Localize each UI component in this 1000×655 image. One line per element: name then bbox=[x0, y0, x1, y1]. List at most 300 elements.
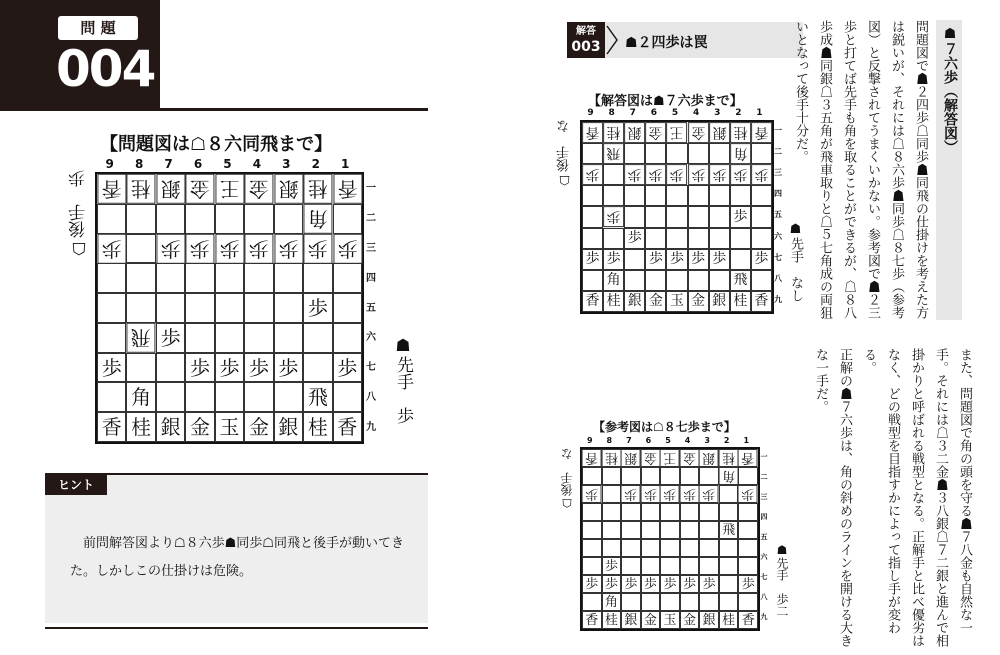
gote-piece: 歩 bbox=[585, 486, 599, 502]
gote-piece: 歩 bbox=[160, 236, 181, 261]
board-cell bbox=[582, 249, 603, 270]
gote-piece: 歩 bbox=[691, 166, 706, 183]
board-cell bbox=[666, 164, 687, 185]
gote-piece: 金 bbox=[190, 176, 211, 201]
board-cell bbox=[719, 611, 739, 629]
sente-piece: 飛 bbox=[733, 272, 748, 289]
gote-piece: 香 bbox=[101, 176, 122, 201]
board-cell bbox=[126, 293, 155, 323]
board-cell bbox=[666, 206, 687, 227]
board-cell bbox=[126, 382, 155, 412]
board-cell bbox=[185, 412, 214, 442]
board-cell bbox=[645, 228, 666, 249]
gote-piece: 歩 bbox=[627, 166, 642, 183]
board-cell bbox=[303, 263, 332, 293]
board-cell bbox=[730, 249, 751, 270]
sente-piece: 歩 bbox=[663, 576, 677, 592]
sente-piece: 歩 bbox=[741, 576, 755, 592]
problem-sente-hand: ☗先手 歩 bbox=[393, 336, 413, 424]
gote-piece: 歩 bbox=[337, 236, 358, 261]
sente-piece: 歩 bbox=[160, 325, 181, 350]
board-cell bbox=[709, 270, 730, 291]
sente-piece: 角 bbox=[604, 594, 618, 610]
col-label: 5 bbox=[671, 108, 679, 118]
board-cell bbox=[156, 204, 185, 234]
sente-piece: 歩 bbox=[585, 576, 599, 592]
gote-piece: 歩 bbox=[683, 486, 697, 502]
board-cell bbox=[156, 263, 185, 293]
col-label: 3 bbox=[704, 436, 710, 445]
row-label: 五 bbox=[760, 533, 768, 541]
sente-piece: 香 bbox=[754, 293, 769, 310]
board-cell bbox=[641, 575, 661, 593]
board-cell bbox=[582, 185, 603, 206]
board-cell bbox=[97, 234, 126, 264]
board-cell bbox=[751, 164, 772, 185]
board-cell bbox=[215, 263, 244, 293]
board-cell bbox=[641, 467, 661, 485]
board-cell bbox=[603, 270, 624, 291]
board-cell bbox=[680, 557, 700, 575]
board-cell bbox=[660, 485, 680, 503]
row-label: 六 bbox=[366, 332, 376, 344]
board-cell bbox=[602, 521, 622, 539]
ref-board-caption: 【参考図は☖８七歩まで】 bbox=[593, 420, 736, 434]
answer-text-3: 正解の☗７六歩は、角の斜めのラインを開ける大きな一手だ。 bbox=[813, 348, 852, 647]
answer-col-labels bbox=[580, 108, 770, 118]
board-cell bbox=[185, 174, 214, 204]
board-cell bbox=[97, 323, 126, 353]
board-cell bbox=[645, 206, 666, 227]
sente-piece: 銀 bbox=[702, 612, 716, 628]
sente-piece: 歩 bbox=[604, 558, 618, 574]
board-cell bbox=[738, 521, 758, 539]
col-label: 9 bbox=[586, 436, 593, 445]
board-cell bbox=[699, 593, 719, 611]
board-cell bbox=[751, 249, 772, 270]
board-cell bbox=[699, 449, 719, 467]
gote-piece: 桂 bbox=[722, 450, 736, 466]
sente-piece: 香 bbox=[337, 415, 358, 440]
row-label: 三 bbox=[366, 242, 376, 254]
board-cell bbox=[156, 412, 185, 442]
board-cell bbox=[582, 611, 602, 629]
board-cell bbox=[185, 204, 214, 234]
board-cell bbox=[730, 164, 751, 185]
sente-piece: 銀 bbox=[278, 415, 299, 440]
board-cell bbox=[738, 467, 758, 485]
board-cell bbox=[660, 467, 680, 485]
gote-piece: 歩 bbox=[741, 486, 755, 502]
row-label: 一 bbox=[366, 183, 376, 195]
board-cell bbox=[244, 293, 273, 323]
row-label: 二 bbox=[366, 213, 376, 225]
sente-piece: 歩 bbox=[585, 251, 600, 268]
board-cell bbox=[582, 270, 603, 291]
board-cell bbox=[645, 164, 666, 185]
gote-piece: 桂 bbox=[131, 176, 152, 201]
board-cell bbox=[274, 174, 303, 204]
board-cell bbox=[621, 467, 641, 485]
board-cell bbox=[602, 503, 622, 521]
board-cell bbox=[709, 185, 730, 206]
board-cell bbox=[621, 557, 641, 575]
board-cell bbox=[274, 263, 303, 293]
sente-piece: 角 bbox=[606, 272, 621, 289]
row-label: 六 bbox=[760, 553, 768, 561]
board-cell bbox=[719, 575, 739, 593]
sente-piece: 香 bbox=[585, 612, 599, 628]
chevron-right-icon bbox=[605, 22, 619, 58]
board-cell bbox=[709, 122, 730, 143]
col-label: 2 bbox=[311, 157, 320, 171]
board-cell bbox=[156, 174, 185, 204]
board-cell bbox=[709, 249, 730, 270]
col-label: 1 bbox=[743, 436, 750, 445]
board-cell bbox=[582, 485, 602, 503]
board-cell bbox=[660, 557, 680, 575]
board-cell bbox=[660, 593, 680, 611]
board-cell bbox=[645, 185, 666, 206]
board-cell bbox=[621, 593, 641, 611]
sente-piece: 歩 bbox=[712, 251, 727, 268]
top-divider bbox=[0, 108, 428, 111]
gote-piece: 桂 bbox=[604, 450, 618, 466]
board-cell bbox=[603, 185, 624, 206]
col-label: 8 bbox=[606, 436, 613, 445]
sente-piece: 桂 bbox=[307, 415, 328, 440]
board-cell bbox=[602, 557, 622, 575]
row-label: 七 bbox=[760, 573, 768, 581]
board-cell bbox=[97, 263, 126, 293]
col-label: 7 bbox=[164, 157, 173, 171]
sente-piece: 桂 bbox=[604, 612, 618, 628]
row-label: 五 bbox=[366, 302, 376, 314]
board-cell bbox=[602, 485, 622, 503]
board-cell bbox=[680, 485, 700, 503]
board-cell bbox=[680, 539, 700, 557]
board-cell bbox=[709, 164, 730, 185]
gote-piece: 金 bbox=[683, 450, 697, 466]
answer-gote-hand: ☖後手 な bbox=[557, 120, 572, 187]
board-cell bbox=[303, 204, 332, 234]
row-label: 一 bbox=[774, 126, 782, 136]
gote-piece: 桂 bbox=[733, 124, 748, 141]
sente-piece: 香 bbox=[101, 415, 122, 440]
board-cell bbox=[303, 382, 332, 412]
board-cell bbox=[97, 204, 126, 234]
gote-piece: 歩 bbox=[754, 166, 769, 183]
board-cell bbox=[751, 185, 772, 206]
board-cell bbox=[603, 249, 624, 270]
board-cell bbox=[666, 249, 687, 270]
board-cell bbox=[156, 382, 185, 412]
sente-piece: 桂 bbox=[131, 415, 152, 440]
board-cell bbox=[303, 353, 332, 383]
hint-tag: ヒント bbox=[45, 475, 107, 495]
row-label: 四 bbox=[760, 513, 768, 521]
gote-piece: 歩 bbox=[702, 486, 716, 502]
board-cell bbox=[680, 593, 700, 611]
sente-piece: 歩 bbox=[691, 251, 706, 268]
answer-row-labels bbox=[772, 120, 784, 310]
board-cell bbox=[709, 228, 730, 249]
board-cell bbox=[156, 293, 185, 323]
gote-piece: 香 bbox=[754, 124, 769, 141]
sente-piece: 歩 bbox=[683, 576, 697, 592]
board-cell bbox=[699, 557, 719, 575]
board-cell bbox=[738, 593, 758, 611]
sente-piece: 飛 bbox=[307, 385, 328, 410]
row-label: 五 bbox=[774, 210, 782, 220]
gote-piece: 歩 bbox=[643, 486, 657, 502]
board-cell bbox=[215, 234, 244, 264]
board-cell bbox=[719, 449, 739, 467]
board-cell bbox=[624, 185, 645, 206]
sente-piece: 金 bbox=[691, 293, 706, 310]
board-cell bbox=[666, 291, 687, 312]
answer-text-2-3 bbox=[790, 348, 976, 648]
board-cell bbox=[660, 503, 680, 521]
board-cell bbox=[730, 291, 751, 312]
board-cell bbox=[97, 412, 126, 442]
board-cell bbox=[699, 539, 719, 557]
board-cell bbox=[719, 503, 739, 521]
sente-piece: 歩 bbox=[669, 251, 684, 268]
board-cell bbox=[730, 185, 751, 206]
sente-piece: 金 bbox=[648, 293, 663, 310]
problem-col-labels bbox=[95, 157, 360, 171]
board-cell bbox=[97, 293, 126, 323]
problem-board-caption: 【問題図は☖８六同飛まで】 bbox=[100, 134, 333, 155]
sente-piece: 桂 bbox=[722, 612, 736, 628]
board-cell bbox=[688, 206, 709, 227]
hint-text: 前問解答図より☖８六歩☗同歩☖同飛と後手が動いてきた。しかしこの仕掛けは危険。 bbox=[70, 536, 404, 579]
board-cell bbox=[126, 174, 155, 204]
board-cell bbox=[333, 382, 362, 412]
board-cell bbox=[215, 293, 244, 323]
board-cell bbox=[621, 521, 641, 539]
gote-piece: 金 bbox=[691, 124, 706, 141]
problem-gote-hand: ☖後手 歩 bbox=[69, 170, 89, 258]
gote-piece: 歩 bbox=[307, 236, 328, 261]
gote-piece: 金 bbox=[248, 176, 269, 201]
board-cell bbox=[185, 382, 214, 412]
board-cell bbox=[751, 291, 772, 312]
board-cell bbox=[688, 291, 709, 312]
board-cell bbox=[621, 611, 641, 629]
board-cell bbox=[641, 611, 661, 629]
col-label: 6 bbox=[645, 436, 652, 445]
board-cell bbox=[621, 449, 641, 467]
board-cell bbox=[244, 174, 273, 204]
board-cell bbox=[621, 485, 641, 503]
row-label: 六 bbox=[774, 231, 782, 241]
col-label: 1 bbox=[756, 108, 763, 118]
row-label: 四 bbox=[366, 272, 376, 284]
col-label: 4 bbox=[684, 436, 691, 445]
gote-piece: 銀 bbox=[160, 176, 181, 201]
gote-piece: 香 bbox=[741, 450, 755, 466]
board-cell bbox=[641, 503, 661, 521]
row-label: 八 bbox=[366, 391, 376, 403]
sente-piece: 歩 bbox=[606, 251, 621, 268]
board-cell bbox=[645, 249, 666, 270]
board-cell bbox=[603, 122, 624, 143]
board-cell bbox=[738, 575, 758, 593]
col-label: 7 bbox=[629, 108, 636, 118]
board-cell bbox=[185, 323, 214, 353]
col-label: 6 bbox=[650, 108, 658, 118]
answer-board-caption: 【解答図は☗７六歩まで】 bbox=[588, 94, 743, 109]
board-cell bbox=[730, 143, 751, 164]
board-cell bbox=[709, 143, 730, 164]
board-cell bbox=[582, 228, 603, 249]
sente-piece: 金 bbox=[190, 415, 211, 440]
answer-tag-number: 003 bbox=[571, 39, 601, 55]
bottom-divider bbox=[45, 627, 428, 629]
gote-piece: 歩 bbox=[190, 236, 211, 261]
board-cell bbox=[215, 204, 244, 234]
sente-piece: 金 bbox=[248, 415, 269, 440]
board-cell bbox=[738, 539, 758, 557]
sente-piece: 歩 bbox=[604, 576, 618, 592]
col-label: 3 bbox=[282, 157, 291, 171]
board-cell bbox=[738, 611, 758, 629]
board-cell bbox=[303, 174, 332, 204]
gote-piece: 歩 bbox=[248, 236, 269, 261]
board-cell bbox=[244, 204, 273, 234]
board-cell bbox=[244, 353, 273, 383]
board-cell bbox=[699, 467, 719, 485]
board-cell bbox=[274, 204, 303, 234]
gote-piece: 銀 bbox=[702, 450, 716, 466]
gote-piece: 歩 bbox=[648, 166, 663, 183]
gote-piece: 王 bbox=[670, 124, 684, 141]
row-label: 八 bbox=[774, 273, 782, 283]
board-cell bbox=[602, 467, 622, 485]
row-label: 二 bbox=[760, 473, 768, 481]
board-cell bbox=[621, 539, 641, 557]
gote-piece: 歩 bbox=[663, 486, 677, 502]
gote-piece: 金 bbox=[648, 124, 663, 141]
row-label: 三 bbox=[774, 168, 782, 178]
board-cell bbox=[582, 539, 602, 557]
board-cell bbox=[719, 485, 739, 503]
row-label: 四 bbox=[774, 189, 782, 199]
board-cell bbox=[688, 228, 709, 249]
board-cell bbox=[215, 174, 244, 204]
board-cell bbox=[303, 293, 332, 323]
board-cell bbox=[624, 249, 645, 270]
board-cell bbox=[624, 143, 645, 164]
board-cell bbox=[719, 521, 739, 539]
gote-piece: 歩 bbox=[278, 236, 299, 261]
board-cell bbox=[641, 449, 661, 467]
answer-side-title: ☗７六歩（解答図） bbox=[942, 26, 958, 154]
board-cell bbox=[751, 270, 772, 291]
board-cell bbox=[303, 323, 332, 353]
sente-piece: 歩 bbox=[278, 355, 299, 380]
board-cell bbox=[680, 503, 700, 521]
row-label: 九 bbox=[760, 613, 768, 621]
board-cell bbox=[641, 593, 661, 611]
gote-piece: 香 bbox=[337, 176, 358, 201]
col-label: 5 bbox=[223, 157, 232, 171]
sente-piece: 歩 bbox=[624, 576, 638, 592]
board-cell bbox=[680, 449, 700, 467]
sente-piece: 歩 bbox=[733, 208, 748, 225]
board-cell bbox=[244, 263, 273, 293]
gote-piece: 歩 bbox=[733, 166, 748, 183]
board-cell bbox=[688, 164, 709, 185]
board-cell bbox=[680, 611, 700, 629]
gote-piece: 金 bbox=[643, 450, 657, 466]
board-cell bbox=[730, 228, 751, 249]
board-cell bbox=[751, 228, 772, 249]
board-cell bbox=[582, 291, 603, 312]
board-cell bbox=[738, 503, 758, 521]
board-cell bbox=[624, 228, 645, 249]
board-cell bbox=[688, 122, 709, 143]
board-cell bbox=[126, 204, 155, 234]
board-cell bbox=[215, 323, 244, 353]
board-cell bbox=[97, 353, 126, 383]
board-cell bbox=[156, 234, 185, 264]
board-cell bbox=[603, 206, 624, 227]
board-cell bbox=[645, 143, 666, 164]
col-label: 6 bbox=[193, 157, 203, 171]
col-label: 2 bbox=[723, 436, 730, 445]
board-cell bbox=[333, 204, 362, 234]
board-cell bbox=[97, 382, 126, 412]
board-cell bbox=[680, 467, 700, 485]
board-cell bbox=[709, 291, 730, 312]
sente-piece: 歩 bbox=[248, 355, 269, 380]
col-label: 8 bbox=[608, 108, 615, 118]
board-cell bbox=[333, 412, 362, 442]
board-cell bbox=[688, 143, 709, 164]
gote-piece: 歩 bbox=[585, 166, 600, 183]
col-label: 3 bbox=[714, 108, 721, 118]
board-cell bbox=[185, 263, 214, 293]
board-cell bbox=[719, 539, 739, 557]
board-cell bbox=[719, 557, 739, 575]
board-cell bbox=[582, 503, 602, 521]
row-label: 二 bbox=[774, 147, 782, 157]
board-cell bbox=[602, 611, 622, 629]
board-cell bbox=[719, 467, 739, 485]
row-label: 七 bbox=[366, 362, 376, 374]
ref-gote-hand: ☖後手 な bbox=[560, 448, 574, 510]
sente-piece: 桂 bbox=[733, 293, 748, 310]
board-cell bbox=[97, 174, 126, 204]
gote-piece: 飛 bbox=[131, 325, 152, 350]
board-cell bbox=[274, 234, 303, 264]
board-cell bbox=[641, 521, 661, 539]
row-label: 九 bbox=[774, 294, 782, 304]
board-cell bbox=[730, 122, 751, 143]
board-cell bbox=[709, 206, 730, 227]
gote-piece: 角 bbox=[733, 145, 748, 162]
gote-piece: 桂 bbox=[307, 176, 328, 201]
board-cell bbox=[621, 575, 641, 593]
board-cell bbox=[582, 521, 602, 539]
sente-piece: 歩 bbox=[337, 355, 358, 380]
board-cell bbox=[603, 164, 624, 185]
board-cell bbox=[274, 412, 303, 442]
gote-piece: 角 bbox=[722, 468, 736, 484]
